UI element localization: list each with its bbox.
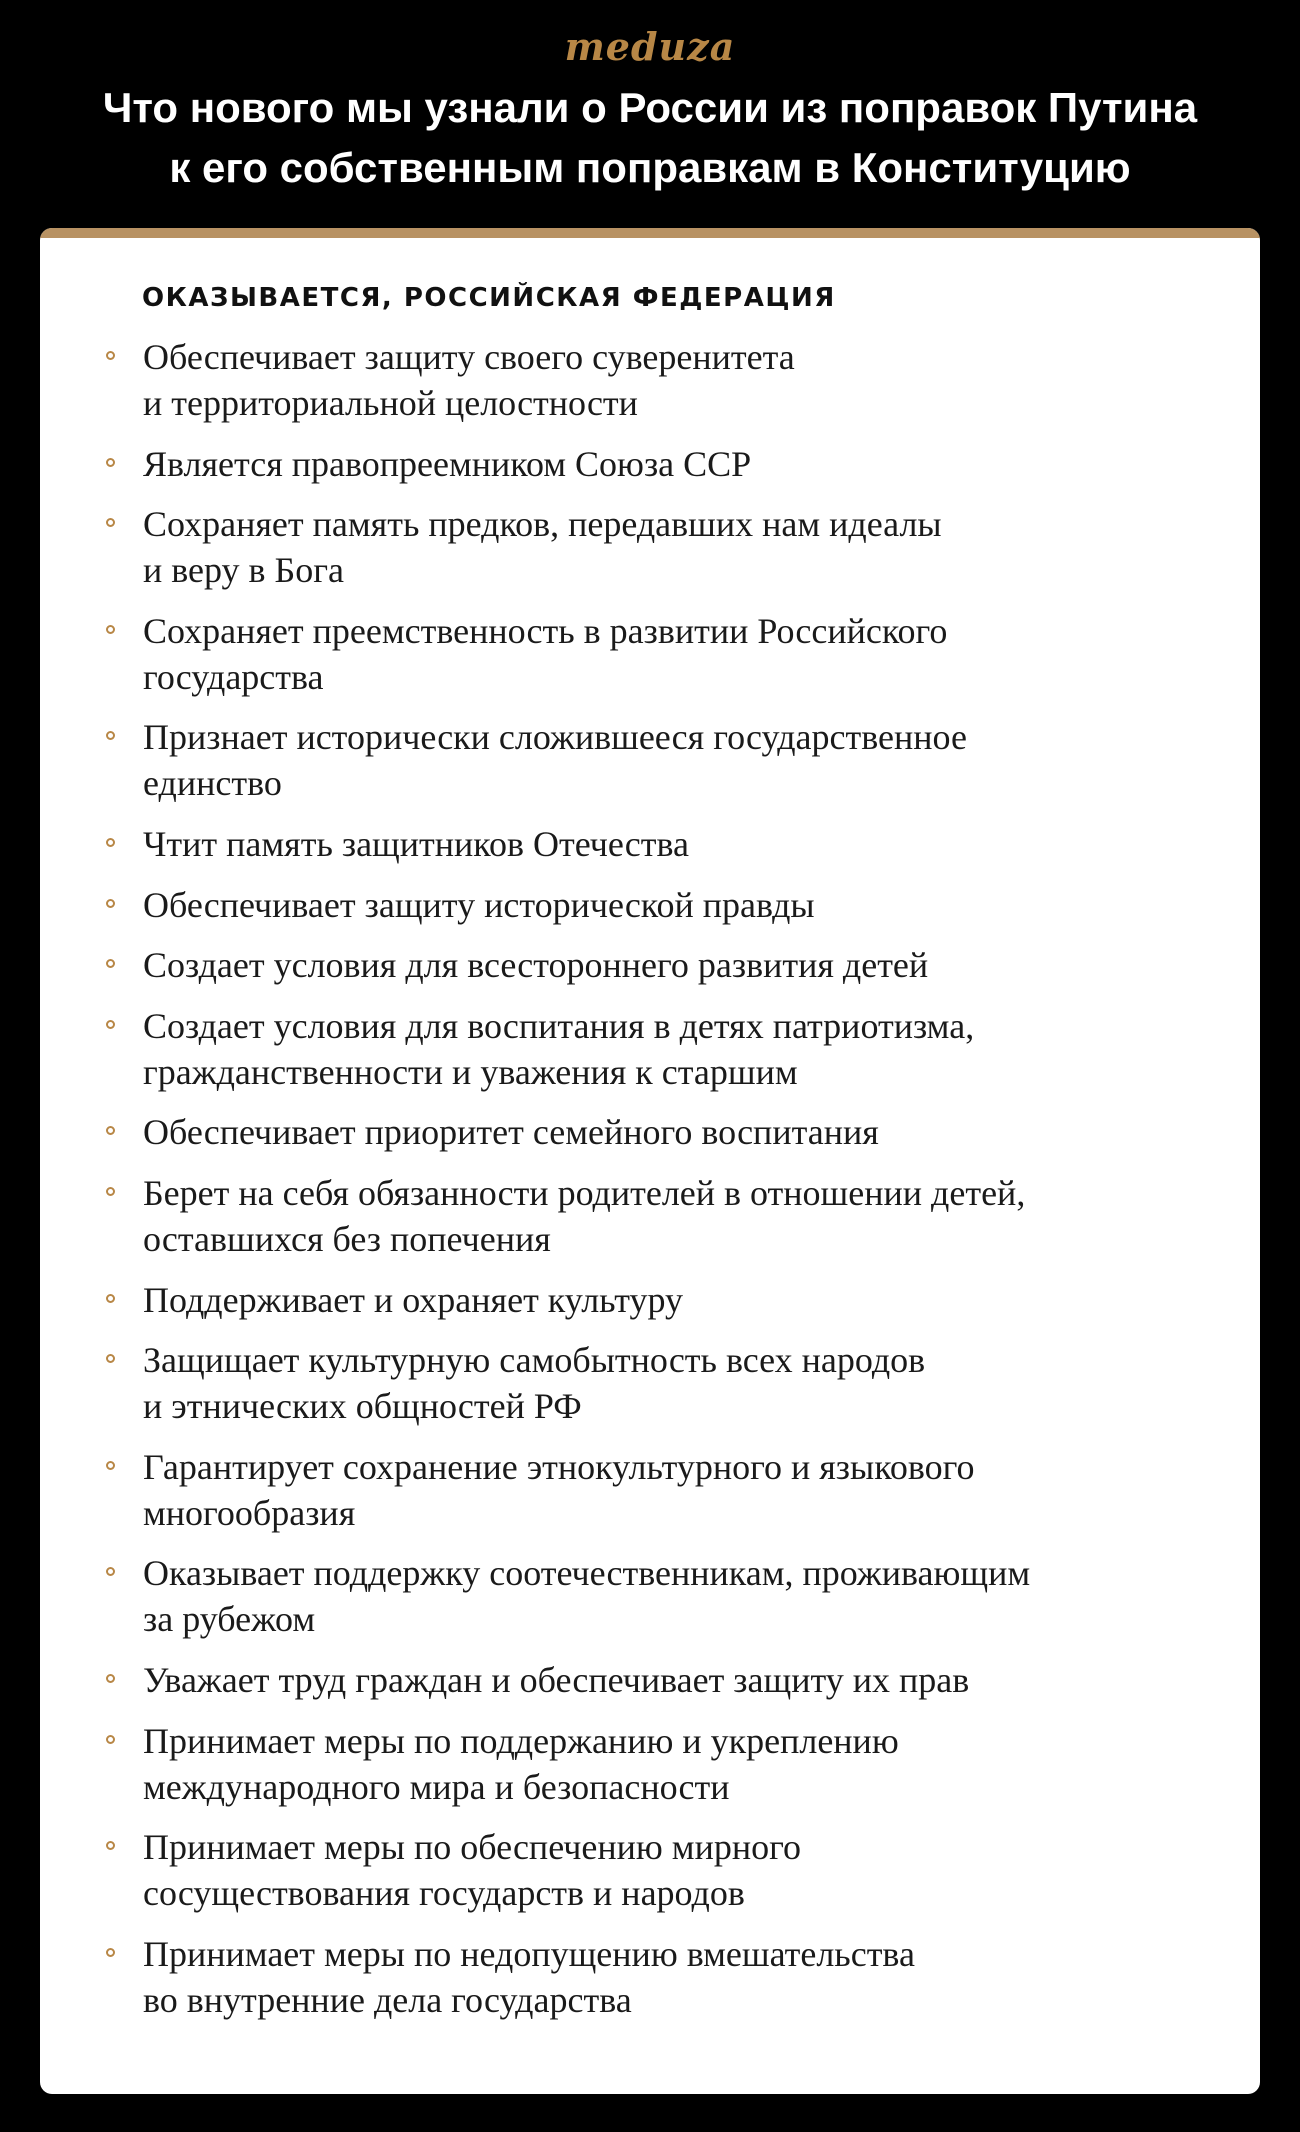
list-item (40, 1003, 1260, 1095)
list-item (40, 441, 1260, 487)
list-item-text-line: оставшихся без попечения (143, 1218, 551, 1259)
list-item-text-line: и веру в Бога (143, 550, 344, 591)
list-item (40, 714, 1260, 806)
page-title-line-2: к его собственным поправкам в Конституцию (169, 144, 1131, 191)
circle-bullet-icon (106, 458, 115, 467)
circle-bullet-icon (106, 838, 115, 847)
circle-bullet-icon (106, 1674, 115, 1683)
list-item-text-line: Защищает культурную самобытность всех народов (143, 1340, 926, 1381)
list-item (40, 1550, 1260, 1642)
list-item-text-line: за рубежом (143, 1599, 316, 1640)
circle-bullet-icon (106, 1294, 115, 1303)
list-item-text-line: Создает условия для воспитания в детях патриотизма, (143, 1005, 975, 1046)
list-item-text-line: Обеспечивает приоритет семейного воспитания (143, 1112, 879, 1153)
circle-bullet-icon (106, 899, 115, 908)
circle-bullet-icon (106, 959, 115, 968)
list-item-text-line: Принимает меры по поддержанию и укреплению (143, 1720, 899, 1761)
list-item-text-line: Принимает меры по обеспечению мирного (143, 1827, 801, 1868)
list-item (40, 1277, 1260, 1323)
list-item (40, 1931, 1260, 2023)
amendments-list (40, 334, 1260, 2037)
list-item (40, 608, 1260, 700)
section-heading: ОКАЗЫВАЕТСЯ, РОССИЙСКАЯ ФЕДЕРАЦИЯ (142, 283, 836, 313)
list-item (40, 1657, 1260, 1703)
circle-bullet-icon (106, 1841, 115, 1850)
list-item-text-line: Сохраняет преемственность в развитии Российского (143, 610, 948, 651)
content-card (40, 228, 1260, 2094)
circle-bullet-icon (106, 1567, 115, 1576)
list-item-text-line: Признает исторически сложившееся государственное (143, 717, 967, 758)
list-item-text-line: Берет на себя обязанности родителей в отношении детей, (143, 1172, 1026, 1213)
list-item-text-line: и территориальной целостности (143, 383, 638, 423)
list-item (40, 821, 1260, 867)
list-item (40, 501, 1260, 593)
circle-bullet-icon (106, 1354, 115, 1363)
list-item (40, 1337, 1260, 1429)
list-item-text-line: Оказывает поддержку соотечественникам, проживающим (143, 1553, 1031, 1594)
list-item (40, 942, 1260, 988)
list-item-text-line: Сохраняет память предков, передавших нам идеалы (143, 504, 942, 545)
card-accent-bar (40, 228, 1260, 238)
list-item-text-line: сосуществования государств и народов (143, 1873, 745, 1914)
list-item-text-line: Принимает меры по недопущению вмешательства (143, 1933, 915, 1974)
meduza-logo: meduza (564, 24, 736, 69)
circle-bullet-icon (106, 351, 115, 360)
list-item-text-line: государства (143, 656, 324, 697)
list-item (40, 1444, 1260, 1536)
circle-bullet-icon (106, 1126, 115, 1135)
circle-bullet-icon (106, 518, 115, 527)
list-item (40, 334, 1260, 426)
list-item-text-line: и этнических общностей РФ (143, 1386, 582, 1427)
circle-bullet-icon (106, 625, 115, 634)
list-item (40, 1109, 1260, 1155)
list-item-text-line: Уважает труд граждан и обеспечивает защиту их прав (143, 1659, 970, 1700)
circle-bullet-icon (106, 1020, 115, 1029)
list-item-text-line: Является правопреемником Союза ССР (143, 443, 752, 484)
list-item-text-line: Обеспечивает защиту исторической правды (143, 884, 815, 925)
list-item-text-line: во внутренние дела государства (143, 1979, 632, 2020)
list-item (40, 1824, 1260, 1916)
page-title (40, 78, 1260, 198)
page-title-line-1: Что нового мы узнали о России из поправок Путина (102, 84, 1198, 131)
list-item-text-line: единство (143, 763, 282, 804)
list-item-text-line: Обеспечивает защиту своего суверенитета (143, 337, 795, 377)
list-item-text-line: Гарантирует сохранение этнокультурного и языкового (143, 1446, 975, 1487)
list-item (40, 882, 1260, 928)
list-item (40, 1718, 1260, 1810)
circle-bullet-icon (106, 1461, 115, 1470)
list-item-text-line: многообразия (143, 1492, 356, 1533)
list-item-text-line: Создает условия для всестороннего развития детей (143, 945, 929, 986)
list-item-text-line: Поддерживает и охраняет культуру (143, 1279, 683, 1320)
circle-bullet-icon (106, 1187, 115, 1196)
list-item-text-line: гражданственности и уважения к старшим (143, 1051, 798, 1092)
circle-bullet-icon (106, 1948, 115, 1957)
list-item (40, 1170, 1260, 1262)
circle-bullet-icon (106, 1735, 115, 1744)
list-item-text-line: международного мира и безопасности (143, 1766, 730, 1807)
circle-bullet-icon (106, 731, 115, 740)
list-item-text-line: Чтит память защитников Отечества (143, 823, 689, 864)
